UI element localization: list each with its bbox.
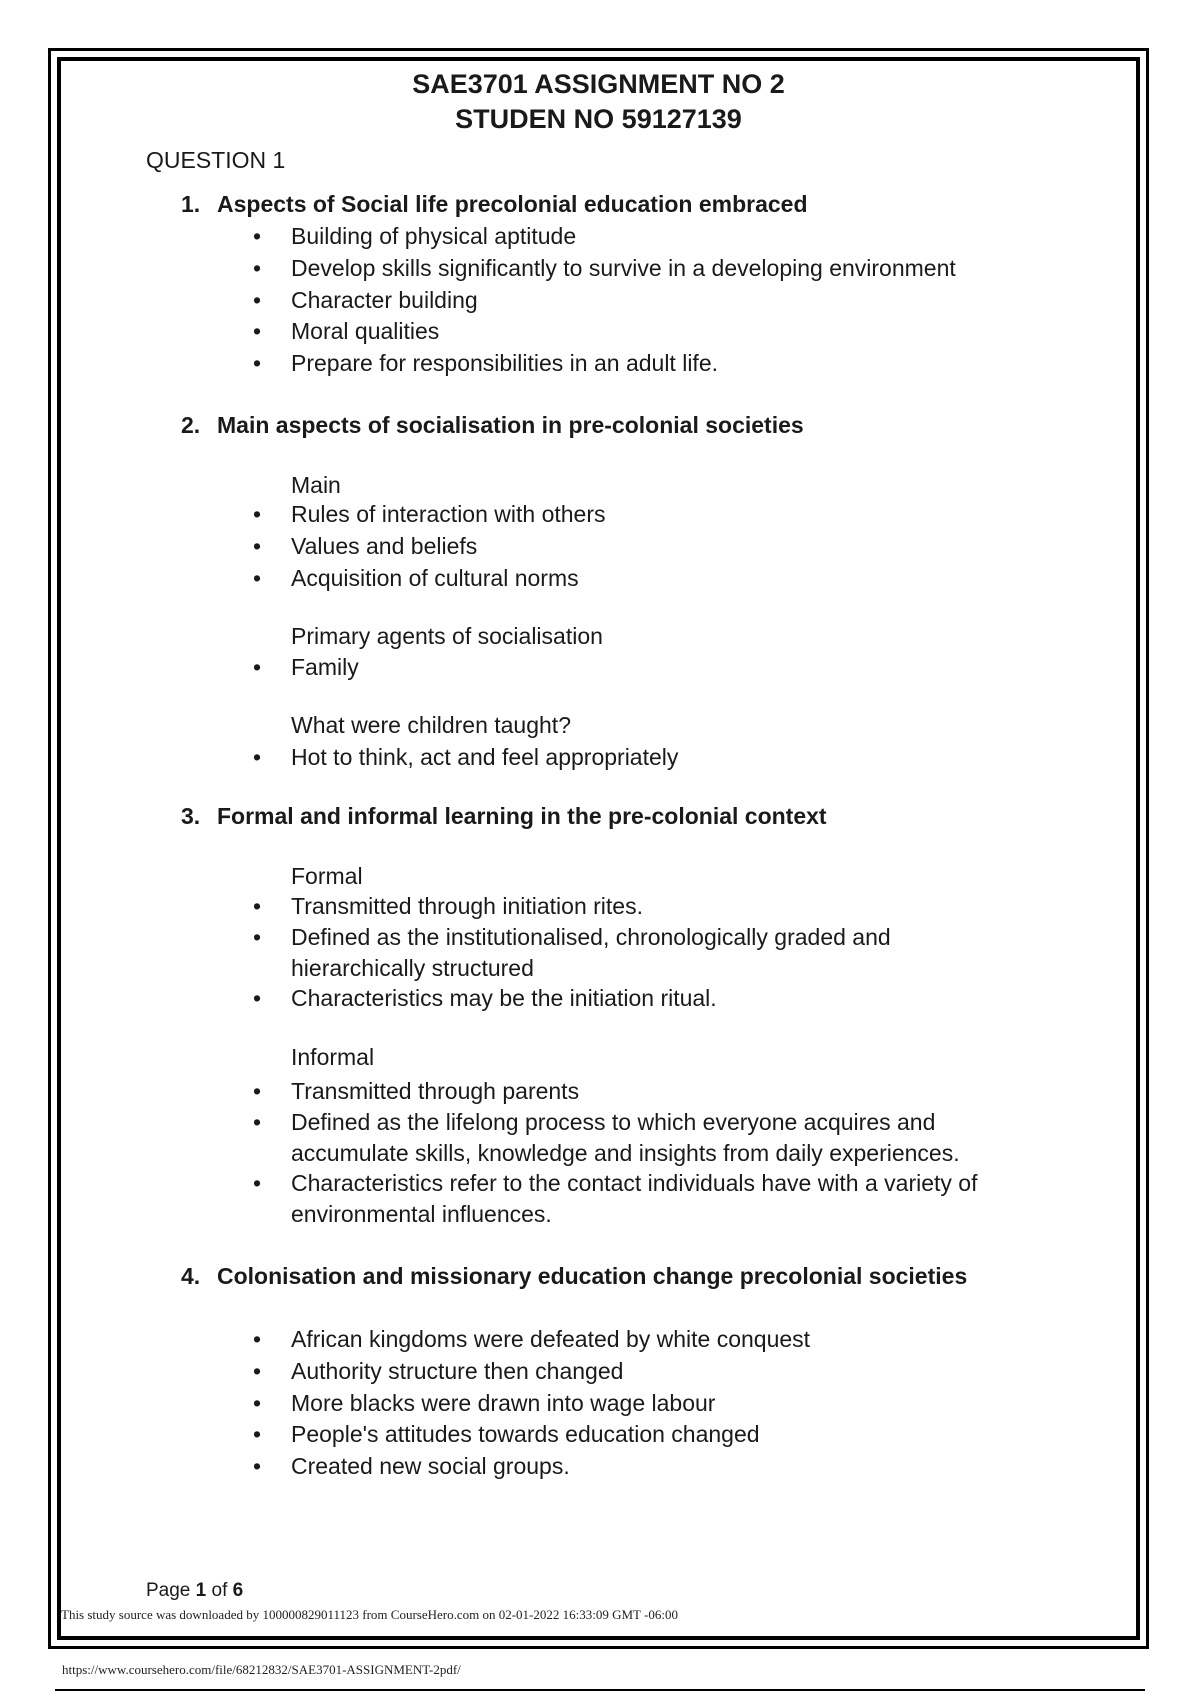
list-item: • Defined as the lifelong process to which everyone acquires and accumulate skills, knowledge and insights from daily experiences. <box>253 1109 960 1166</box>
section-number: 4. <box>181 1263 201 1289</box>
bullet-icon: • <box>253 744 262 770</box>
bullet-icon: • <box>253 255 262 281</box>
list-item: • Transmitted through parents <box>291 1076 1091 1107</box>
list-item: • African kingdoms were defeated by white conquest <box>291 1324 1091 1355</box>
list-item: • Acquisition of cultural norms <box>291 563 1091 594</box>
bullet-icon: • <box>253 287 262 313</box>
bullet-icon: • <box>253 350 262 376</box>
section-number: 2. <box>181 412 201 438</box>
list-item: • Rules of interaction with others <box>291 499 1091 530</box>
bullet-icon: • <box>253 318 262 344</box>
bullet-icon: • <box>253 533 262 559</box>
sub-label-main: Main <box>291 472 341 498</box>
list-item: • Moral qualities <box>291 316 1091 347</box>
question-label: QUESTION 1 <box>146 147 286 173</box>
list-item: • Develop skills significantly to survive in a developing environment <box>291 253 1091 284</box>
list-item: • Values and beliefs <box>291 531 1091 562</box>
list-item: • Characteristics may be the initiation ritual. <box>291 983 1091 1014</box>
bullet-icon: • <box>253 924 262 950</box>
sub-label-taught: What were children taught? <box>291 712 571 738</box>
sub-label-formal: Formal <box>291 863 363 889</box>
section-number: 3. <box>181 803 201 829</box>
bullet-icon: • <box>253 501 262 527</box>
sub-label-informal: Informal <box>291 1044 375 1070</box>
divider <box>55 1689 1145 1691</box>
bullet-icon: • <box>253 1453 262 1479</box>
section-1-heading <box>181 191 808 218</box>
list-item: • Hot to think, act and feel appropriately <box>291 742 1091 773</box>
document-title-line1: SAE3701 ASSIGNMENT NO 2 <box>412 69 785 99</box>
list-item: • Characteristics refer to the contact individuals have with a variety of environmental influences. <box>253 1170 978 1227</box>
source-url[interactable]: https://www.coursehero.com/file/68212832/SAE3701-ASSIGNMENT-2pdf/ <box>62 1662 461 1677</box>
list-item: • Transmitted through initiation rites. <box>291 891 1091 922</box>
section-4-heading <box>181 1263 967 1290</box>
section-number: 1. <box>181 191 201 217</box>
list-item: • Defined as the institutionalised, chronologically graded and hierarchically structured <box>253 924 891 981</box>
source-note: This study source was downloaded by 100000829011123 from CourseHero.com on 02-01-2022 16:33:09 GMT -06:00 <box>61 1607 678 1622</box>
bullet-icon: • <box>253 1170 262 1196</box>
page-number: Page 1 of 6 <box>146 1580 244 1601</box>
section-title: Aspects of Social life precolonial education embraced <box>217 191 808 217</box>
bullet-icon: • <box>253 1390 262 1416</box>
bullet-icon: • <box>253 565 262 591</box>
bullet-icon: • <box>253 1078 262 1104</box>
list-item: • More blacks were drawn into wage labour <box>291 1388 1091 1419</box>
bullet-icon: • <box>253 1109 262 1135</box>
sub-label-agents: Primary agents of socialisation <box>291 623 603 649</box>
bullet-icon: • <box>253 654 262 680</box>
list-item: • Character building <box>291 285 1091 316</box>
bullet-icon: • <box>253 1326 262 1352</box>
section-2-heading <box>181 412 804 439</box>
bullet-icon: • <box>253 1421 262 1447</box>
list-item: • People's attitudes towards education changed <box>291 1419 1091 1450</box>
list-item: • Building of physical aptitude <box>291 221 1091 252</box>
list-item: • Prepare for responsibilities in an adult life. <box>291 348 1091 379</box>
list-item: • Authority structure then changed <box>291 1356 1091 1387</box>
section-3-heading <box>181 803 827 830</box>
bullet-icon: • <box>253 985 262 1011</box>
bullet-icon: • <box>253 1358 262 1384</box>
list-item: • Family <box>291 652 1091 683</box>
section-title: Colonisation and missionary education change precolonial societies <box>217 1263 968 1289</box>
bullet-icon: • <box>253 893 262 919</box>
document-page <box>57 57 1140 1640</box>
section-title: Formal and informal learning in the pre-colonial context <box>217 803 827 829</box>
list-item: • Created new social groups. <box>291 1451 1091 1482</box>
section-title: Main aspects of socialisation in pre-colonial societies <box>217 412 804 438</box>
document-title-line2: STUDEN NO 59127139 <box>455 104 742 134</box>
bullet-icon: • <box>253 223 262 249</box>
